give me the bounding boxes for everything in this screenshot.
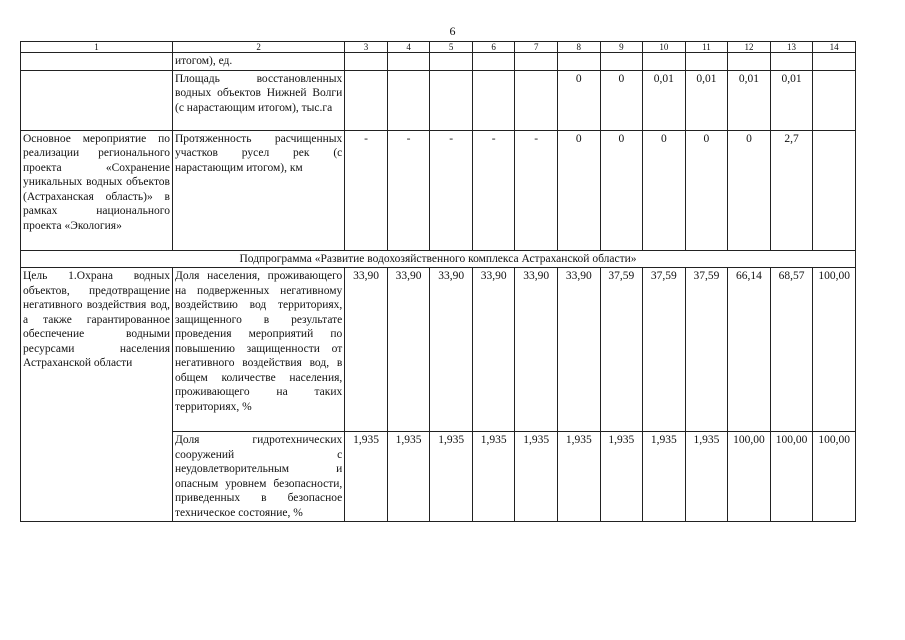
value-cell: 0 (558, 70, 601, 130)
value-cell (387, 70, 430, 130)
column-header: 4 (387, 42, 430, 53)
column-header: 7 (515, 42, 558, 53)
column-header: 5 (430, 42, 473, 53)
value-cell: 33,90 (558, 268, 601, 432)
empty-cell (21, 70, 173, 130)
value-cell: 0,01 (770, 70, 813, 130)
value-cell: 100,00 (728, 432, 771, 522)
value-cell: 1,935 (558, 432, 601, 522)
column-header: 10 (643, 42, 686, 53)
value-cell (600, 53, 643, 71)
value-cell: 66,14 (728, 268, 771, 432)
table-row (21, 130, 856, 250)
value-cell: 37,59 (600, 268, 643, 432)
indicator-cell: Доля гидротехнических сооружений с неудовлетворительным и опасным уровнем безопасности, приведенных в безопасное техническое состояние, % (173, 432, 345, 522)
value-cell: 100,00 (813, 432, 856, 522)
value-cell: 1,935 (685, 432, 728, 522)
value-cell (430, 70, 473, 130)
value-cell: 1,935 (430, 432, 473, 522)
value-cell: 1,935 (643, 432, 686, 522)
value-cell: 100,00 (813, 268, 856, 432)
value-cell: 37,59 (643, 268, 686, 432)
column-header: 11 (685, 42, 728, 53)
value-cell: - (387, 130, 430, 250)
value-cell (515, 70, 558, 130)
value-cell: 0 (600, 70, 643, 130)
column-header: 1 (21, 42, 173, 53)
table-row (21, 70, 856, 130)
value-cell (430, 53, 473, 71)
empty-cell (21, 53, 173, 71)
value-cell (813, 130, 856, 250)
value-cell: 0 (685, 130, 728, 250)
value-cell: 33,90 (345, 268, 388, 432)
value-cell (770, 53, 813, 71)
table-row (21, 268, 856, 432)
column-header: 3 (345, 42, 388, 53)
value-cell (643, 53, 686, 71)
value-cell (813, 53, 856, 71)
value-cell (345, 53, 388, 71)
value-cell: 0 (728, 130, 771, 250)
value-cell: 0,01 (685, 70, 728, 130)
column-header: 13 (770, 42, 813, 53)
value-cell (345, 70, 388, 130)
value-cell: 0,01 (643, 70, 686, 130)
value-cell: 1,935 (600, 432, 643, 522)
value-cell: 100,00 (770, 432, 813, 522)
value-cell: 1,935 (345, 432, 388, 522)
column-header: 12 (728, 42, 771, 53)
value-cell: 1,935 (515, 432, 558, 522)
indicator-cell: Площадь восстановленных водных объектов Нижней Волги (с нарастающим итогом), тыс.га (173, 70, 345, 130)
value-cell: 1,935 (387, 432, 430, 522)
value-cell (728, 53, 771, 71)
value-cell: 1,935 (472, 432, 515, 522)
value-cell (813, 70, 856, 130)
value-cell: 33,90 (472, 268, 515, 432)
measure-label: Основное мероприятие по реализации регионального проекта «Сохранение уникальных водных объектов (Астраханская область)» в рамках национального проекта «Экология» (21, 130, 173, 250)
value-cell: 37,59 (685, 268, 728, 432)
column-header: 14 (813, 42, 856, 53)
column-header: 6 (472, 42, 515, 53)
value-cell (472, 70, 515, 130)
value-cell: 0 (600, 130, 643, 250)
column-header: 9 (600, 42, 643, 53)
indicator-cell: Доля населения, проживающего на подверженных негативному воздействию вод территориях, защищенного в результате проведения мероприятий по повышению защищенности от негативного воздействия вод, в общем количестве населения, проживающего на таких территориях, % (173, 268, 345, 432)
value-cell (685, 53, 728, 71)
value-cell: 0 (643, 130, 686, 250)
column-header: 8 (558, 42, 601, 53)
value-cell: - (345, 130, 388, 250)
value-cell: - (472, 130, 515, 250)
indicators-table (20, 41, 856, 522)
indicator-cell: Протяженность расчищенных участков русел рек (с нарастающим итогом), км (173, 130, 345, 250)
value-cell: 68,57 (770, 268, 813, 432)
indicator-cell: итогом), ед. (173, 53, 345, 71)
value-cell: 33,90 (387, 268, 430, 432)
goal-label: Цель 1.Охрана водных объектов, предотвращение негативного воздействия вод, а также гарантированное обеспечение водными ресурсами населения Астраханской области (21, 268, 173, 522)
subprogram-title: Подпрограмма «Развитие водохозяйственного комплекса Астраханской области» (21, 250, 856, 268)
value-cell (472, 53, 515, 71)
value-cell: 2,7 (770, 130, 813, 250)
value-cell: - (430, 130, 473, 250)
table-row (21, 53, 856, 71)
value-cell: 0 (558, 130, 601, 250)
page-number: 6 (449, 24, 456, 38)
value-cell (515, 53, 558, 71)
subprogram-row (21, 250, 856, 268)
value-cell: - (515, 130, 558, 250)
value-cell: 33,90 (430, 268, 473, 432)
column-header-row (21, 42, 856, 53)
value-cell (558, 53, 601, 71)
value-cell (387, 53, 430, 71)
value-cell: 33,90 (515, 268, 558, 432)
column-header: 2 (173, 42, 345, 53)
value-cell: 0,01 (728, 70, 771, 130)
